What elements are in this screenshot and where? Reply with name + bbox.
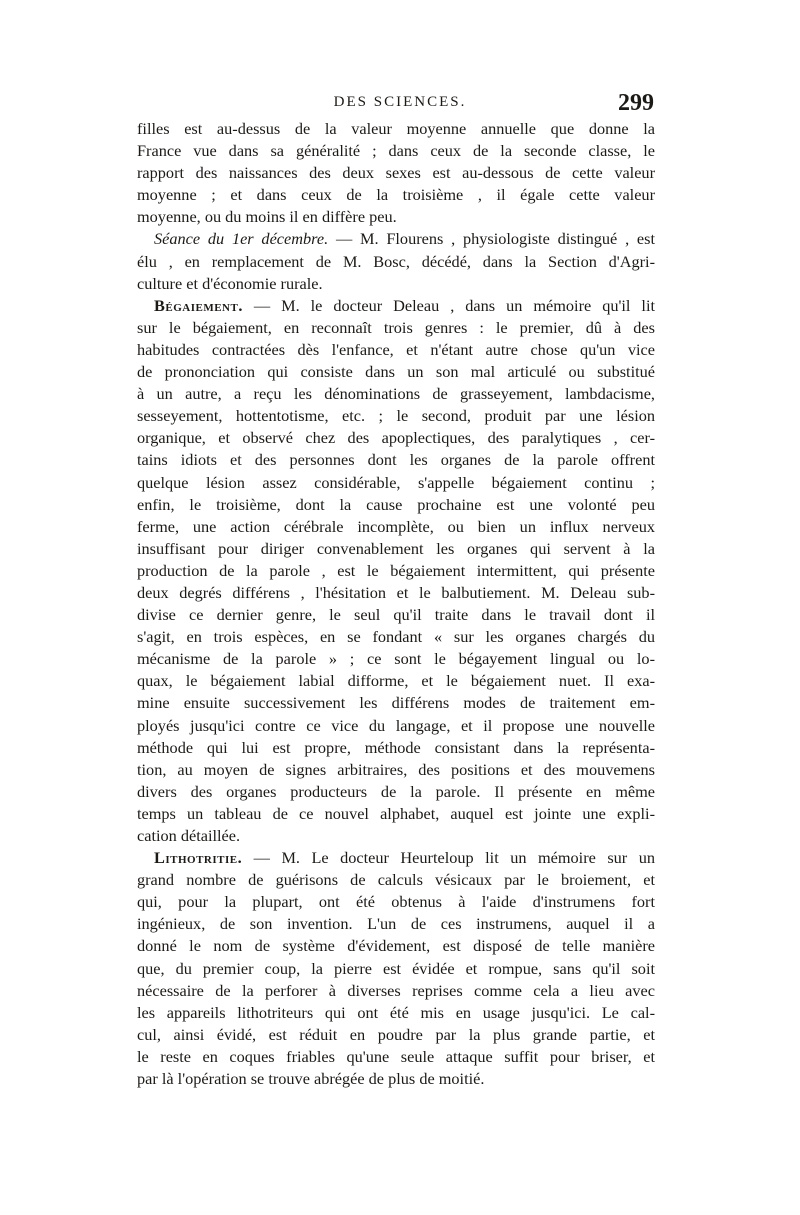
line-text: les appareils lithotriteurs qui ont été mis en usage jusqu'ici. Le cal- bbox=[137, 1002, 655, 1022]
text-line bbox=[137, 361, 655, 383]
line-text: méthode qui lui est propre, méthode consistant dans la représenta- bbox=[137, 737, 655, 757]
line-text: sur le bégaiement, en reconnaît trois genres : le premier, dû à des bbox=[137, 317, 655, 337]
line-text: — M. Le docteur Heurteloup lit un mémoire sur un bbox=[242, 848, 655, 868]
line-text: quax, le bégaiement labial difforme, et le bégaiement nuet. Il exa- bbox=[137, 671, 655, 691]
text-line bbox=[137, 913, 655, 935]
text-line bbox=[137, 604, 655, 626]
page-number: 299 bbox=[618, 90, 654, 116]
line-text: ingénieux, de son invention. L'un de ces instrumens, auquel il a bbox=[137, 914, 655, 934]
running-head: DES SCIENCES. bbox=[333, 94, 467, 110]
text-line bbox=[137, 1024, 655, 1046]
text-line bbox=[137, 383, 655, 405]
text-line bbox=[137, 405, 655, 427]
line-text: le reste en coques friables qu'une seule attaque suffit pour briser, et bbox=[137, 1046, 655, 1066]
line-text: — M. Flourens , physiologiste distingué , est bbox=[328, 229, 656, 249]
text-line bbox=[137, 847, 655, 869]
text-line bbox=[137, 737, 655, 759]
text-line bbox=[137, 715, 655, 737]
text-line bbox=[137, 140, 655, 162]
text-line bbox=[137, 494, 655, 516]
text-line bbox=[137, 516, 655, 538]
text-line bbox=[137, 295, 655, 317]
text-line bbox=[137, 273, 655, 295]
line-text: tion, au moyen de signes arbitraires, des positions et des mouvemens bbox=[137, 759, 655, 779]
text-line bbox=[137, 162, 655, 184]
text-line bbox=[137, 958, 655, 980]
line-text: de prononciation qui consiste dans un son mal articulé ou substitué bbox=[137, 362, 655, 382]
line-text: organique, et observé chez des apoplectiques, des paralytiques , cer- bbox=[137, 428, 655, 448]
line-text: moyenne, ou du moins il en diffère peu. bbox=[137, 207, 397, 227]
line-text: donné le nom de système d'évidement, est disposé de telle manière bbox=[137, 936, 655, 956]
text-line bbox=[137, 781, 655, 803]
text-line bbox=[137, 582, 655, 604]
line-text: rapport des naissances des deux sexes est au-dessous de cette valeur bbox=[137, 163, 655, 183]
line-text: deux degrés différens , l'hésitation et le balbutiement. M. Deleau sub- bbox=[137, 582, 655, 602]
text-line bbox=[137, 206, 655, 228]
line-text: qui, pour la plupart, ont été obtenus à l'aide d'instrumens fort bbox=[137, 892, 655, 912]
page-text bbox=[137, 118, 655, 1090]
text-line bbox=[137, 317, 655, 339]
text-line bbox=[137, 648, 655, 670]
line-text: élu , en remplacement de M. Bosc, décédé, dans la Section d'Agri- bbox=[137, 251, 655, 271]
line-text: grand nombre de guérisons de calculs vésicaux par le broiement, et bbox=[137, 870, 655, 890]
line-text: temps un tableau de ce nouvel alphabet, auquel est jointe une expli- bbox=[137, 803, 655, 823]
text-line bbox=[137, 1068, 655, 1090]
line-text: divise ce dernier genre, le seul qu'il traite dans le travail dont il bbox=[137, 605, 655, 625]
line-text: nécessaire de la perforer à diverses reprises comme cela a lieu avec bbox=[137, 980, 655, 1000]
section-heading: Bégaiement. bbox=[154, 295, 243, 315]
text-line bbox=[137, 449, 655, 471]
text-line bbox=[137, 935, 655, 957]
line-text: mine ensuite successivement les différens modes de traitement em- bbox=[137, 693, 655, 713]
text-line bbox=[137, 869, 655, 891]
line-text: moyenne ; et dans ceux de la troisième , il égale cette valeur bbox=[137, 185, 655, 205]
text-line bbox=[137, 184, 655, 206]
text-line bbox=[137, 472, 655, 494]
line-text: par là l'opération se trouve abrégée de plus de moitié. bbox=[137, 1069, 485, 1089]
text-line bbox=[137, 891, 655, 913]
line-text: culture et d'économie rurale. bbox=[137, 273, 323, 293]
line-text: quelque lésion assez considérable, s'appelle bégaiement continu ; bbox=[137, 472, 655, 492]
line-text: filles est au-dessus de la valeur moyenne annuelle que donne la bbox=[137, 119, 655, 138]
text-line bbox=[137, 538, 655, 560]
line-text: divers des organes producteurs de la parole. Il présente en même bbox=[137, 781, 655, 801]
line-text: ployés jusqu'ici contre ce vice du langage, et il propose une nouvelle bbox=[137, 715, 655, 735]
line-text: — M. le docteur Deleau , dans un mémoire qu'il lit bbox=[242, 295, 655, 315]
section-heading: Lithotritie. bbox=[154, 848, 243, 868]
text-line bbox=[137, 759, 655, 781]
line-text: cation détaillée. bbox=[137, 826, 241, 845]
line-text: France vue dans sa généralité ; dans ceux de la seconde classe, le bbox=[137, 141, 655, 161]
line-text: insuffisant pour diriger convenablement les organes qui servent à la bbox=[137, 538, 655, 558]
line-text: ferme, une action cérébrale incomplète, ou bien un influx nerveux bbox=[137, 516, 655, 536]
text-line bbox=[137, 560, 655, 582]
text-line bbox=[137, 427, 655, 449]
text-line bbox=[137, 670, 655, 692]
text-line bbox=[137, 118, 655, 140]
text-line bbox=[137, 251, 655, 273]
text-line bbox=[137, 980, 655, 1002]
text-line bbox=[137, 1002, 655, 1024]
session-heading: Séance du 1er décembre. bbox=[154, 229, 329, 249]
text-line bbox=[137, 228, 655, 250]
line-text: mécanisme de la parole » ; ce sont le bégayement lingual ou lo- bbox=[137, 649, 655, 669]
line-text: tains idiots et des personnes dont les organes de la parole offrent bbox=[137, 450, 655, 470]
line-text: s'agit, en trois espèces, en se fondant « sur les organes chargés du bbox=[137, 627, 655, 647]
text-line bbox=[137, 825, 655, 847]
text-line bbox=[137, 626, 655, 648]
text-line bbox=[137, 1046, 655, 1068]
text-line bbox=[137, 803, 655, 825]
line-text: à un autre, a reçu les dénominations de grasseyement, lambdacisme, bbox=[137, 384, 655, 404]
line-text: cul, ainsi évidé, est réduit en poudre par la plus grande partie, et bbox=[137, 1024, 655, 1044]
line-text: sesseyement, hottentotisme, etc. ; le second, produit par une lésion bbox=[137, 406, 655, 426]
line-text: que, du premier coup, la pierre est évidée et rompue, sans qu'il soit bbox=[137, 958, 655, 978]
line-text: production de la parole , est le bégaiement intermittent, qui présente bbox=[137, 560, 655, 580]
text-line bbox=[137, 692, 655, 714]
line-text: habitudes contractées dès l'enfance, et n'étant autre chose qu'un vice bbox=[137, 339, 655, 359]
line-text: enfin, le troisième, dont la cause prochaine est une volonté peu bbox=[137, 494, 655, 514]
text-line bbox=[137, 339, 655, 361]
